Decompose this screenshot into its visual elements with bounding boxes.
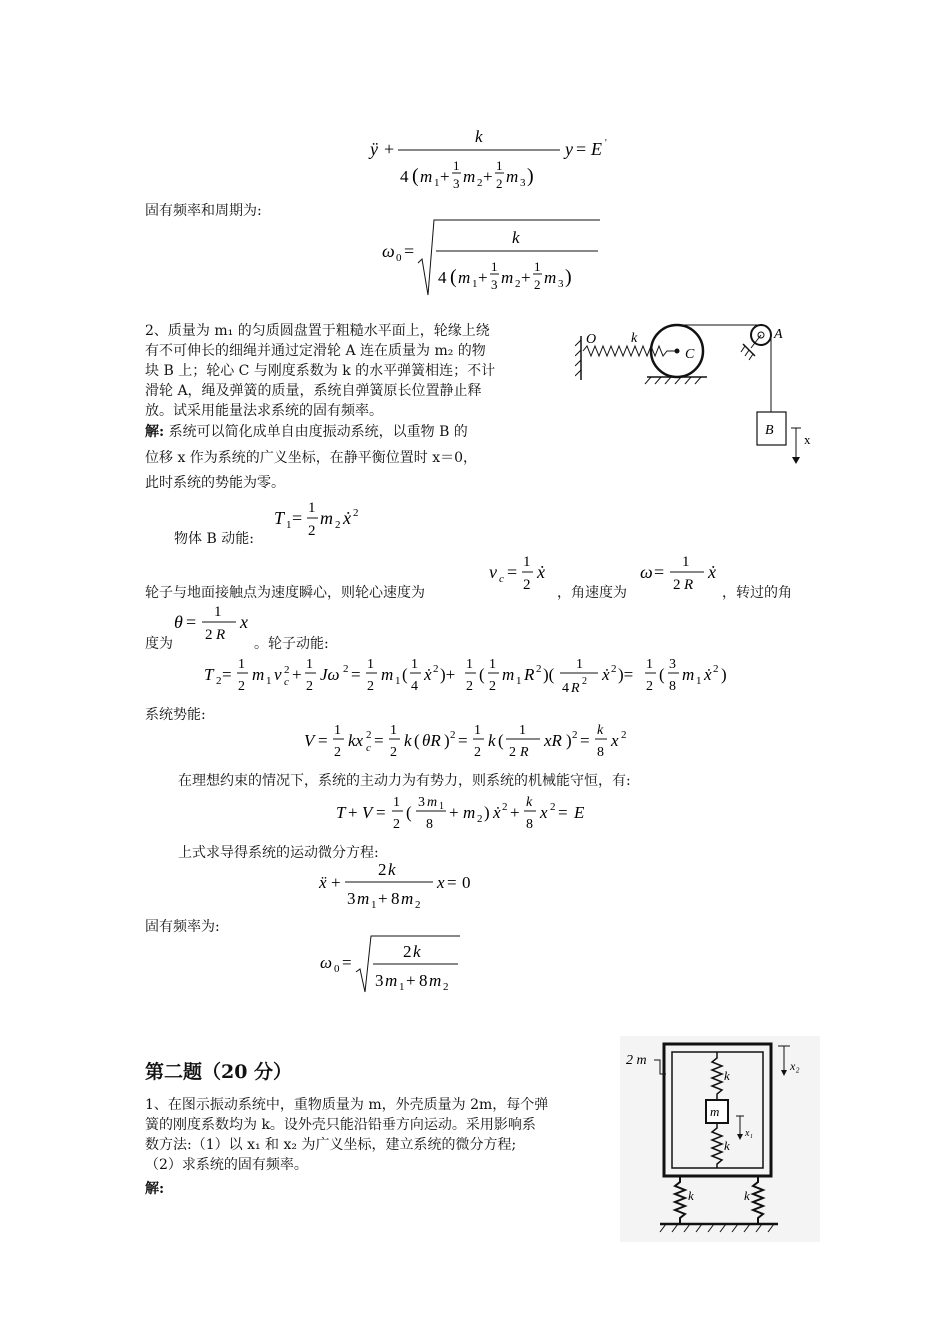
label-C: C (685, 347, 695, 362)
svg-text:3: 3 (453, 176, 460, 191)
svg-text:c: c (499, 573, 504, 585)
svg-text:m: m (463, 803, 476, 822)
svg-text:E: E (574, 803, 585, 822)
section2-line: 1、在图示振动系统中，重物质量为 m，外壳质量为 2m，每个弹 (145, 1097, 549, 1113)
svg-text:ẍ: ẍ (319, 873, 327, 892)
solution-label: 解: (145, 424, 165, 440)
svg-text:m: m (385, 971, 398, 990)
svg-text:Jω: Jω (320, 665, 340, 684)
freq-period-label: 固有频率和周期为: (145, 203, 262, 219)
svg-text:2: 2 (474, 745, 481, 760)
svg-text:=: = (222, 665, 232, 684)
disk-spring-pulley-diagram (575, 318, 820, 473)
svg-text:2: 2 (489, 679, 496, 694)
svg-text:2: 2 (306, 679, 313, 694)
svg-text:3: 3 (375, 971, 384, 990)
section2-line: （2）求系统的固有频率。 (145, 1157, 308, 1173)
svg-text:m: m (544, 268, 557, 287)
svg-text:1: 1 (576, 657, 583, 672)
contact-text: 轮子与地面接触点为速度瞬心，则轮心速度为 (145, 585, 425, 601)
svg-text:1: 1 (434, 177, 440, 189)
svg-text:1: 1 (238, 657, 245, 672)
svg-text:x: x (240, 612, 248, 632)
label-A: A (774, 327, 783, 342)
svg-text:x: x (437, 873, 445, 892)
omega0-equation-2 (318, 930, 468, 996)
svg-text:=: = (507, 562, 518, 582)
svg-text:m: m (458, 268, 471, 287)
svg-text:ẋ: ẋ (537, 562, 545, 582)
eom-equation (315, 858, 485, 914)
svg-text:2: 2 (390, 745, 397, 760)
theta-equation (172, 600, 262, 650)
svg-text:1: 1 (496, 158, 503, 173)
svg-text:ÿ: ÿ (370, 139, 378, 159)
svg-text:=: = (404, 241, 415, 261)
svg-text:1: 1 (306, 657, 313, 672)
T1-equation (270, 494, 380, 544)
svg-text:0: 0 (396, 252, 402, 264)
svg-text:2: 2 (621, 729, 627, 741)
svg-text:m: m (320, 508, 333, 528)
svg-text:1: 1 (491, 259, 498, 274)
svg-text:m: m (501, 268, 514, 287)
svg-text:ẋ: ẋ (704, 665, 712, 684)
svg-text:4: 4 (400, 167, 409, 186)
svg-text:=: = (342, 953, 352, 972)
svg-text:1: 1 (371, 899, 377, 911)
svg-text:1: 1 (411, 657, 418, 672)
label-m: m (710, 1104, 720, 1119)
problem2-line: 放。试采用能量法求系统的固有频率。 (145, 403, 383, 419)
angle-text: ，转过的角 (722, 585, 792, 601)
svg-text:k: k (724, 1138, 730, 1153)
svg-text:)+: )+ (440, 665, 456, 684)
problem2-line: 块 B 上；轮心 C 与刚度系数为 k 的水平弹簧相连；不计 (145, 363, 496, 379)
svg-text:m: m (463, 167, 476, 186)
svg-text:1: 1 (534, 259, 541, 274)
svg-text:k: k (744, 1188, 750, 1203)
svg-text:ω: ω (320, 953, 333, 972)
label-B: B (765, 423, 774, 438)
svg-text:2: 2 (403, 942, 412, 961)
svg-text:k: k (475, 127, 483, 146)
svg-text:8: 8 (419, 971, 428, 990)
svg-text:2: 2 (673, 577, 681, 593)
svg-text:1: 1 (646, 657, 653, 672)
svg-text:)=: )= (618, 665, 634, 684)
label-x: x (804, 432, 811, 447)
svg-text:1: 1 (393, 795, 400, 810)
svg-text:=: = (458, 731, 468, 750)
svg-text:+: + (292, 665, 302, 684)
svg-text:): ) (565, 266, 572, 288)
svg-text:m: m (381, 665, 394, 684)
svg-text:(: ( (479, 665, 485, 684)
V-equation (300, 716, 660, 768)
svg-text:T: T (274, 508, 285, 528)
svg-text:+: + (331, 873, 341, 892)
svg-text:): ) (444, 731, 450, 750)
svg-text:ẋ: ẋ (602, 665, 610, 684)
svg-text:1: 1 (516, 675, 522, 687)
svg-text:=: = (318, 731, 328, 750)
svg-text:2: 2 (646, 679, 653, 694)
svg-text:2: 2 (466, 679, 473, 694)
svg-text:x: x (540, 803, 548, 822)
svg-text:=: = (447, 873, 457, 892)
svg-text:=: = (374, 731, 384, 750)
svg-text:3: 3 (347, 889, 356, 908)
svg-text:3: 3 (558, 278, 564, 290)
section2-solution-label: 解: (145, 1181, 165, 1197)
svg-text:2: 2 (450, 729, 456, 741)
svg-text:1: 1 (390, 723, 397, 738)
svg-text:m: m (429, 971, 442, 990)
svg-text:2: 2 (343, 663, 349, 675)
svg-text:k: k (404, 731, 412, 750)
svg-text:2: 2 (550, 801, 556, 813)
svg-text:1: 1 (489, 657, 496, 672)
svg-text:1: 1 (214, 604, 222, 620)
svg-text:8: 8 (426, 817, 433, 832)
svg-text:2: 2 (367, 679, 374, 694)
svg-text:4: 4 (411, 679, 418, 694)
svg-text:2: 2 (353, 507, 359, 519)
svg-text:T: T (204, 665, 214, 684)
svg-text:2: 2 (509, 745, 516, 760)
svg-text:m: m (420, 167, 433, 186)
svg-text:(: ( (412, 165, 419, 187)
intro-equation (360, 122, 620, 197)
svg-text:(: ( (406, 803, 412, 822)
freq-label: 固有频率为: (145, 919, 220, 935)
svg-text:(: ( (498, 731, 504, 750)
omega0-equation-1 (378, 215, 608, 300)
solution-line: 系统可以简化成单自由度振动系统，以重物 B 的 (168, 424, 468, 440)
problem2-line: 2、质量为 m₁ 的匀质圆盘置于粗糙水平面上，轮缘上绕 (145, 323, 490, 339)
svg-text:+: + (478, 268, 488, 287)
svg-text:+: + (384, 139, 395, 159)
svg-text:2: 2 (216, 675, 222, 687)
svg-text:E: E (591, 139, 602, 159)
horizontal-spring (583, 346, 677, 356)
svg-text:R: R (216, 627, 226, 643)
svg-text:+: + (406, 971, 416, 990)
svg-text:V: V (362, 803, 373, 822)
svg-text:3: 3 (669, 657, 676, 672)
label-x2: x₂ (790, 1059, 800, 1073)
svg-text:=: = (292, 508, 303, 528)
svg-text:2: 2 (205, 627, 213, 643)
svg-text:2: 2 (582, 676, 587, 687)
svg-text:3: 3 (491, 277, 498, 292)
svg-text:1: 1 (696, 675, 702, 687)
problem2-line: 滑轮 A，绳及弹簧的质量，系统自弹簧原长位置静止释 (145, 383, 482, 399)
svg-text:1: 1 (266, 675, 272, 687)
svg-text:+: + (440, 167, 450, 186)
wheel-kinetic-text: 。轮子动能: (254, 636, 329, 652)
svg-text:1: 1 (286, 519, 292, 531)
svg-text:': ' (605, 138, 607, 149)
svg-text:8: 8 (669, 679, 676, 694)
label-x1: x₁ (745, 1128, 753, 1139)
svg-text:1: 1 (474, 723, 481, 738)
energy-equation (332, 788, 622, 840)
svg-text:): ) (721, 665, 727, 684)
section2-line: 数方法:（1）以 x₁ 和 x₂ 为广义坐标，建立系统的微分方程; (145, 1137, 517, 1153)
svg-text:1: 1 (682, 554, 690, 570)
svg-text:2: 2 (335, 519, 341, 531)
svg-text:1: 1 (472, 278, 478, 290)
svg-text:2: 2 (238, 679, 245, 694)
angular-text: ，角速度为 (557, 585, 627, 601)
svg-text:)(: )( (543, 665, 555, 684)
shell-mass-spring-diagram (620, 1036, 820, 1242)
svg-text:8: 8 (526, 817, 533, 832)
omega-equation (638, 548, 728, 598)
svg-text:=: = (576, 139, 587, 159)
svg-text:2: 2 (536, 663, 542, 675)
svg-text:2: 2 (443, 981, 449, 993)
svg-text:2: 2 (334, 745, 341, 760)
svg-text:1: 1 (334, 723, 341, 738)
svg-text:): ) (527, 165, 534, 187)
label-O: O (586, 332, 597, 347)
svg-text:2: 2 (534, 277, 541, 292)
svg-text:+: + (510, 803, 520, 822)
svg-text:m: m (506, 167, 519, 186)
svg-text:k: k (526, 795, 533, 810)
svg-text:v: v (274, 665, 282, 684)
svg-text:1: 1 (395, 675, 401, 687)
svg-text:+: + (521, 268, 531, 287)
svg-text:ẋ: ẋ (343, 508, 351, 528)
svg-text:xR: xR (544, 731, 562, 750)
svg-text:2: 2 (477, 177, 483, 189)
svg-text:2: 2 (477, 813, 483, 825)
svg-text:m: m (357, 889, 370, 908)
svg-text:V: V (304, 731, 315, 750)
svg-text:4: 4 (562, 681, 569, 696)
svg-text:k: k (388, 860, 396, 879)
svg-text:1: 1 (523, 554, 531, 570)
svg-text:c: c (366, 742, 371, 754)
degree-text: 度为 (145, 636, 173, 652)
svg-text:=: = (376, 803, 386, 822)
svg-text:): ) (566, 731, 572, 750)
svg-text:(: ( (414, 731, 420, 750)
svg-text:2: 2 (515, 278, 521, 290)
solution-line: 此时系统的势能为零。 (145, 475, 285, 491)
svg-text:2: 2 (366, 729, 372, 741)
svg-text:m: m (252, 665, 265, 684)
svg-text:c: c (284, 676, 289, 688)
svg-text:2: 2 (611, 663, 617, 675)
svg-text:m: m (502, 665, 515, 684)
svg-text:2: 2 (523, 577, 531, 593)
svg-text:k: k (688, 1188, 694, 1203)
svg-text:R: R (571, 681, 580, 696)
problem2-statement (145, 321, 570, 493)
svg-text:R: R (524, 665, 535, 684)
svg-text:0: 0 (462, 873, 471, 892)
svg-text:=: = (654, 562, 665, 582)
svg-text:k: k (597, 723, 604, 738)
svg-text:3: 3 (418, 795, 425, 810)
svg-text:2: 2 (713, 663, 719, 675)
svg-text:=: = (351, 665, 361, 684)
svg-text:θ: θ (174, 612, 183, 632)
svg-text:θR: θR (422, 731, 441, 750)
svg-text:2: 2 (433, 663, 439, 675)
svg-text:(: ( (659, 665, 665, 684)
svg-text:ẋ: ẋ (493, 803, 501, 822)
svg-text:x: x (611, 731, 619, 750)
svg-text:+: + (449, 803, 459, 822)
svg-text:1: 1 (453, 158, 460, 173)
svg-text:k: k (488, 731, 496, 750)
svg-text:+: + (483, 167, 493, 186)
label-2m: 2 m (626, 1053, 647, 1068)
svg-text:2: 2 (308, 523, 316, 539)
svg-text:2: 2 (502, 801, 508, 813)
svg-text:+: + (378, 889, 388, 908)
svg-text:y: y (565, 139, 573, 159)
svg-text:3: 3 (520, 177, 526, 189)
problem2-line: 有不可伸长的细绳并通过定滑轮 A 连在质量为 m₂ 的物 (145, 343, 486, 359)
T2-equation (200, 652, 760, 704)
potential-label: 系统势能: (145, 707, 206, 723)
svg-text:0: 0 (334, 963, 340, 975)
section2-line: 簧的刚度系数均为 k。设外壳只能沿铅垂方向运动。采用影响系 (145, 1117, 536, 1133)
svg-text:R: R (520, 745, 529, 760)
solution-line: 位移 x 作为系统的广义坐标，在静平衡位置时 x＝0， (145, 450, 478, 466)
svg-text:ω: ω (640, 562, 653, 582)
svg-text:): ) (484, 803, 490, 822)
section2-heading: 第二题（20 分） (145, 1061, 293, 1083)
label-k: k (631, 331, 638, 346)
svg-text:8: 8 (597, 745, 604, 760)
svg-text:ẋ: ẋ (708, 562, 716, 582)
svg-text:8: 8 (391, 889, 400, 908)
svg-text:kx: kx (348, 731, 364, 750)
svg-text:1: 1 (308, 500, 316, 516)
svg-text:4: 4 (438, 268, 447, 287)
svg-text:2: 2 (415, 899, 421, 911)
svg-text:2: 2 (393, 817, 400, 832)
svg-text:ω: ω (382, 241, 395, 261)
svg-text:T: T (336, 803, 346, 822)
svg-text:k: k (724, 1068, 730, 1083)
svg-text:2: 2 (496, 176, 503, 191)
vc-equation (487, 548, 557, 598)
svg-text:1: 1 (367, 657, 374, 672)
svg-text:k: k (413, 942, 421, 961)
svg-text:m: m (401, 889, 414, 908)
svg-text:1: 1 (439, 801, 444, 812)
svg-text:R: R (684, 577, 694, 593)
svg-text:k: k (512, 228, 520, 247)
kinetic-B-label: 物体 B 动能: (174, 531, 254, 547)
svg-text:2: 2 (572, 729, 578, 741)
svg-text:2: 2 (284, 664, 290, 676)
svg-text:m: m (427, 795, 438, 810)
section2-statement (145, 1095, 623, 1199)
svg-text:+: + (348, 803, 358, 822)
svg-text:1: 1 (399, 981, 405, 993)
svg-text:1: 1 (519, 723, 526, 738)
problem2-solution (145, 421, 570, 443)
conservation-text: 在理想约束的情况下，系统的主动力为有势力，则系统的机械能守恒，有: (178, 773, 631, 789)
svg-text:v: v (489, 562, 497, 582)
svg-text:m: m (682, 665, 695, 684)
svg-text:(: ( (450, 266, 457, 288)
derivative-text: 上式求导得系统的运动微分方程: (178, 845, 379, 861)
svg-text:=: = (558, 803, 568, 822)
svg-text:ẋ: ẋ (424, 665, 432, 684)
svg-text:1: 1 (466, 657, 473, 672)
svg-text:(: ( (402, 665, 408, 684)
svg-text:=: = (186, 612, 197, 632)
svg-text:=: = (580, 731, 590, 750)
svg-text:2: 2 (378, 860, 387, 879)
